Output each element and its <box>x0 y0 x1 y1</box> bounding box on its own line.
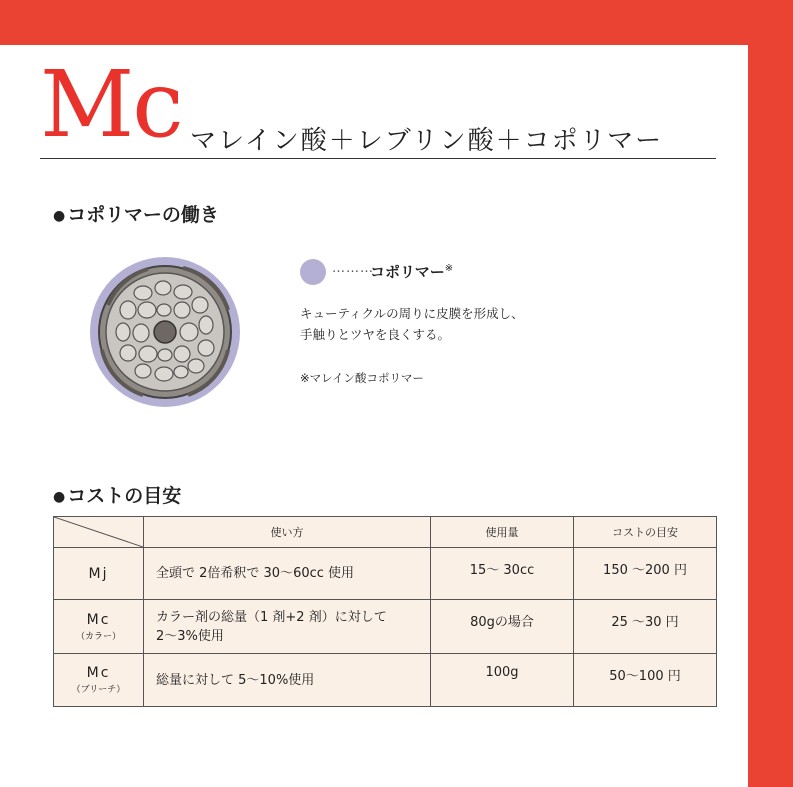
row-cost: 25 ～30 円 <box>574 600 717 654</box>
row-name: Mc <box>86 665 111 681</box>
row-name: Mj <box>88 565 109 582</box>
legend-leader-dots: ……… <box>332 261 374 276</box>
header-cost: コストの目安 <box>574 517 717 548</box>
title-underline <box>40 158 716 159</box>
row-name-cell <box>54 654 144 707</box>
medulla <box>154 321 176 343</box>
description-line: キューティクルの周りに皮膜を形成し、 <box>300 306 524 321</box>
legend-label-text: コポリマー <box>370 263 445 281</box>
row-cost: 50～100 円 <box>574 654 717 707</box>
section-heading-cost <box>53 481 181 508</box>
row-name-cell <box>54 548 144 600</box>
method-line: 総量に対して 5～10%使用 <box>156 672 315 688</box>
table-row <box>54 600 717 654</box>
row-name-cell <box>54 600 144 654</box>
title-subtitle: マレイン酸＋レブリン酸＋コポリマー <box>190 126 664 156</box>
row-amount: 100g <box>431 654 574 707</box>
section-heading-text: コポリマーの働き <box>67 204 219 226</box>
row-method-cell <box>144 654 431 707</box>
cost-table <box>53 516 717 707</box>
legend-note-mark: ※ <box>444 263 454 274</box>
header-usage: 使い方 <box>144 517 431 548</box>
row-name: Mc <box>86 611 111 628</box>
method-line: カラー剤の総量（1 剤+2 剤）に対して <box>156 609 387 625</box>
section-heading-text: コストの目安 <box>67 485 182 507</box>
title-mc: Mc <box>40 51 182 158</box>
row-name-sub: （カラー） <box>75 631 121 642</box>
copolymer-footnote: ※マレイン酸コポリマー <box>300 371 424 385</box>
table-header-row <box>54 517 717 548</box>
copolymer-legend-label <box>370 261 453 282</box>
row-method-cell <box>144 548 431 600</box>
copolymer-description <box>300 303 524 345</box>
table-row <box>54 654 717 707</box>
row-cost: 150 ～200 円 <box>574 548 717 600</box>
diagonal-line <box>54 517 143 547</box>
row-amount: 15～ 30cc <box>431 548 574 600</box>
copolymer-legend-swatch <box>300 259 326 285</box>
header-amount: 使用量 <box>431 517 574 548</box>
right-accent-bar <box>748 0 793 787</box>
row-amount: 80gの場合 <box>431 600 574 654</box>
top-accent-bar <box>0 0 793 45</box>
hair-cross-section-illustration <box>88 255 243 410</box>
row-name-sub: （ブリーチ） <box>71 685 126 695</box>
header-corner-cell <box>54 517 144 548</box>
bullet-icon: ● <box>53 488 66 505</box>
method-line: 2～3%使用 <box>156 628 224 644</box>
method-line: 全頭で 2倍希釈で 30～60cc 使用 <box>156 566 355 581</box>
row-method-cell <box>144 600 431 654</box>
section-heading-copolymer <box>53 200 219 227</box>
description-line: 手触りとツヤを良くする。 <box>300 327 451 342</box>
bullet-icon: ● <box>53 207 66 224</box>
table-row <box>54 548 717 600</box>
